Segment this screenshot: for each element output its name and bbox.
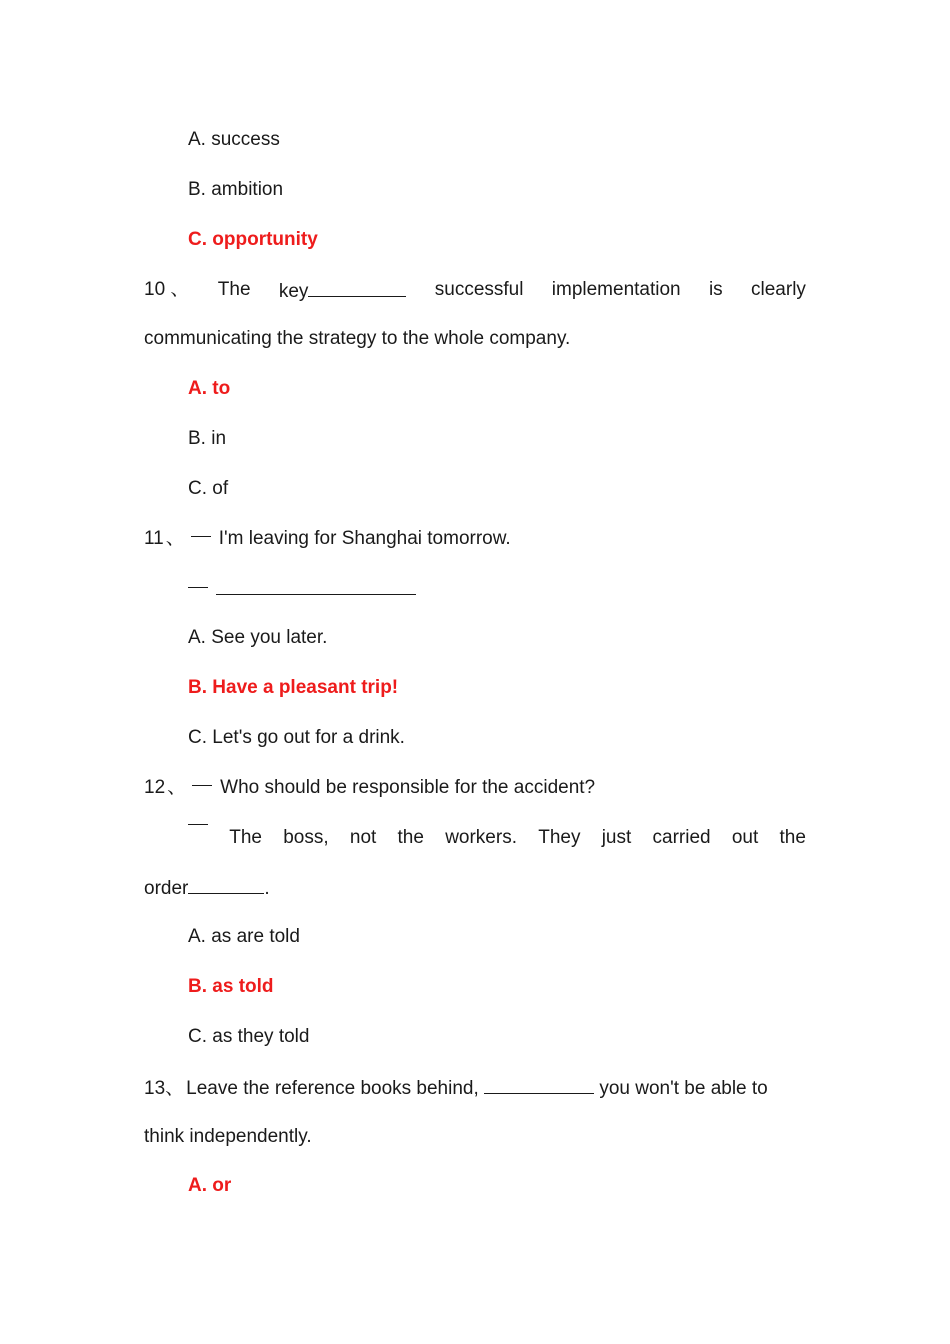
q10-number: 10 、 xyxy=(144,279,190,300)
q12-blank xyxy=(188,875,264,894)
q12-reply-dash xyxy=(188,824,208,848)
q12-reply-word: the xyxy=(779,827,806,848)
q12-reply-word: They xyxy=(538,827,581,848)
q11-stem: 11 、 I'm leaving for Shanghai tomorrow. xyxy=(144,528,511,549)
q12-prompt: Who should be responsible for the accident? xyxy=(220,777,596,798)
q12-dash xyxy=(192,785,212,786)
q13-option-a-answer: A. or xyxy=(188,1175,232,1196)
q10-word: implementation xyxy=(551,279,681,300)
q11-reply xyxy=(188,576,416,602)
q10-stem-line1 xyxy=(144,278,806,304)
q12-reply-line2: order . xyxy=(144,875,270,901)
q10-word: clearly xyxy=(751,279,806,300)
q12-option-b-answer: B. as told xyxy=(188,976,274,997)
q13-stem-line2: think independently. xyxy=(144,1126,312,1147)
q10-word-key: key xyxy=(279,278,407,304)
q12-reply-word: not xyxy=(349,827,377,848)
q12-reply-word: the xyxy=(397,827,424,848)
q12-reply-word: The xyxy=(229,827,262,848)
q11-prompt: I'm leaving for Shanghai tomorrow. xyxy=(218,528,511,549)
q12-reply-word: just xyxy=(601,827,632,848)
q10-word: The xyxy=(217,279,251,300)
q12-reply-word: workers. xyxy=(445,827,517,848)
q11-option-a: A. See you later. xyxy=(188,627,328,648)
q10-stem-line2: communicating the strategy to the whole company. xyxy=(144,328,571,349)
q12-reply-line1 xyxy=(188,826,806,850)
q13-blank xyxy=(484,1075,594,1094)
q12-reply-word: out xyxy=(731,827,759,848)
q12-stem: 12 、 Who should be responsible for the accident? xyxy=(144,777,596,798)
q11-reply-dash xyxy=(188,587,208,588)
q12-reply-word: carried xyxy=(652,827,711,848)
q11-blank xyxy=(216,576,416,595)
q11-number: 11 xyxy=(144,528,164,549)
q9-option-b: B. ambition xyxy=(188,179,284,200)
q9-option-a: A. success xyxy=(188,129,280,150)
q10-option-c: C. of xyxy=(188,478,229,499)
q10-option-b: B. in xyxy=(188,428,227,449)
q11-option-c: C. Let's go out for a drink. xyxy=(188,727,405,748)
q10-blank xyxy=(308,278,406,297)
q10-option-a-answer: A. to xyxy=(188,378,231,399)
q12-number: 12 xyxy=(144,777,166,798)
q12-option-c: C. as they told xyxy=(188,1026,310,1047)
q10-word: is xyxy=(708,279,723,300)
q12-option-a: A. as are told xyxy=(188,926,300,947)
q11-option-b-answer: B. Have a pleasant trip! xyxy=(188,677,399,698)
q9-option-c-answer: C. opportunity xyxy=(188,229,318,250)
q13-number: 13 xyxy=(144,1078,166,1099)
q12-reply-word: boss, xyxy=(283,827,329,848)
q11-dash xyxy=(191,536,211,537)
q10-word: successful xyxy=(434,279,524,300)
q13-stem-line1: 13、 Leave the reference books behind, you won't be able to xyxy=(144,1075,768,1101)
